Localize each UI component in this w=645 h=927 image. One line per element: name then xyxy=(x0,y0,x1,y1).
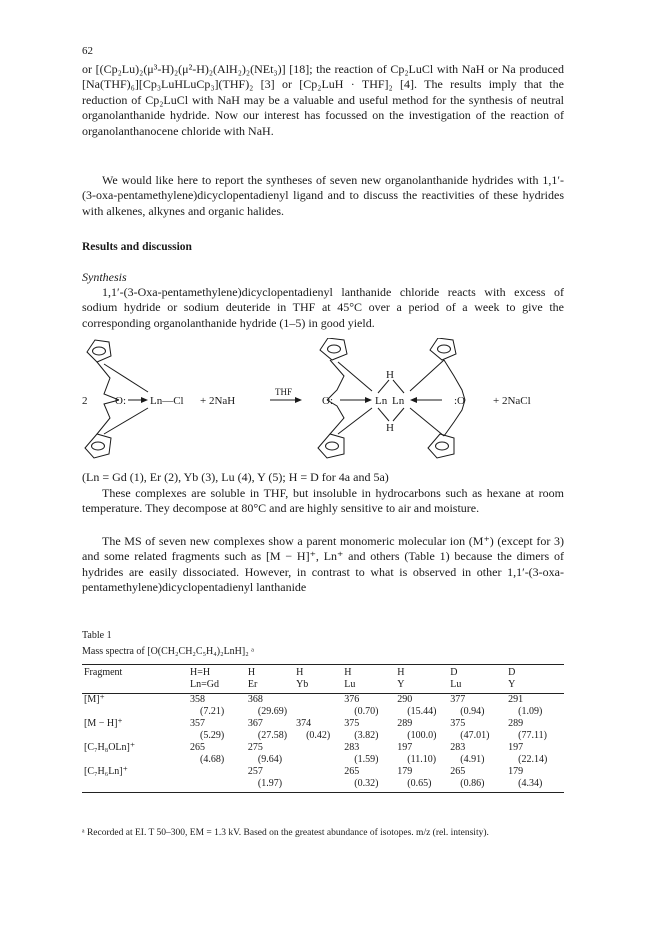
table-footnote: ᵃ Recorded at EI. T 50–300, EM = 1.3 kV. Based on the greatest abundance of isotopes. m/z (rel. intensity). xyxy=(82,828,489,838)
table-cell xyxy=(188,778,246,793)
table-cell: (4.34) xyxy=(506,778,564,793)
table-row xyxy=(82,742,564,754)
table-cell: 375 xyxy=(344,718,360,729)
table-row xyxy=(82,754,564,766)
lanthanide-a: Ln xyxy=(375,395,388,407)
lanthanide-b: Ln xyxy=(392,395,405,407)
fragment-cell xyxy=(82,730,188,742)
cyclopentadienyl-ring-icon xyxy=(430,338,456,360)
hydride-top: H xyxy=(386,369,394,381)
table-cell: 179 xyxy=(508,766,524,777)
fragment-cell: [M − H]⁺ xyxy=(84,718,123,729)
column-header: H xyxy=(246,665,294,680)
table-cell: 289 xyxy=(508,718,524,729)
table-cell: 375 xyxy=(450,718,466,729)
column-subheader xyxy=(82,679,188,694)
table-cell: (4.68) xyxy=(200,754,225,765)
table-cell: 377 xyxy=(450,694,466,705)
body-paragraph-4: These complexes are soluble in THF, but insoluble in hydrocarbons such as hexane at room temperature. They decompose at 80°C and are highly sensitive to air and moisture. xyxy=(82,486,564,516)
table-cell: (1.09) xyxy=(518,706,543,717)
hydride-bridge xyxy=(378,380,389,393)
body-paragraph-2: We would like here to report the syntheses of seven new organolanthanide hydrides with 1,1′-(3-oxa-pentamethylene)dicyclopentadienyl ligand and to discuss the reactivities of these hydrides with alkenes, alkynes and organic halides. xyxy=(82,173,564,218)
table-cell: (4.91) xyxy=(460,754,485,765)
cyclopentadienyl-ring-icon xyxy=(318,434,344,458)
table-cell: (0.86) xyxy=(448,778,506,793)
table-cell: (11.10) xyxy=(407,754,437,765)
table-cell: 265 xyxy=(450,766,466,777)
table-subheader-row xyxy=(82,679,564,694)
fragment-cell: [C₇H₈OLn]⁺ xyxy=(84,742,136,753)
table-cell xyxy=(188,766,246,778)
table-cell: (0.70) xyxy=(354,706,379,717)
table-cell: (0.32) xyxy=(342,778,395,793)
table-row xyxy=(82,766,564,778)
stoichiometric-coefficient: 2 xyxy=(82,395,88,407)
coordination-bond xyxy=(104,408,148,434)
table-cell: 257 xyxy=(247,766,263,777)
table-cell: 179 xyxy=(397,766,413,777)
table-row xyxy=(82,730,564,742)
oxygen-donor-right: :O xyxy=(454,395,465,407)
table-cell: 374 xyxy=(296,718,312,729)
column-subheader: Lu xyxy=(448,679,506,694)
lanthanide-chloride: Ln—Cl xyxy=(150,395,184,407)
table-cell: (0.94) xyxy=(460,706,485,717)
table-header-row xyxy=(82,665,564,680)
table-cell: 291 xyxy=(508,694,524,705)
reagent-sodium-hydride: + 2NaH xyxy=(200,395,236,407)
cyclopentadienyl-ring-icon xyxy=(320,338,347,360)
table-cell: 367 xyxy=(247,718,263,729)
table-cell: 197 xyxy=(397,742,413,753)
reaction-scheme xyxy=(82,338,564,463)
cyclopentadienyl-ring-icon xyxy=(85,434,111,458)
hydride-bridge xyxy=(378,408,389,421)
table-cell xyxy=(294,778,342,793)
table-cell: (100.0) xyxy=(407,730,437,741)
table-cell: (27.58) xyxy=(257,730,288,741)
table-cell: 265 xyxy=(190,742,206,753)
table-cell: 275 xyxy=(247,742,263,753)
subsection-heading: Synthesis xyxy=(82,270,127,284)
table-cell xyxy=(294,742,342,754)
table-cell: (5.29) xyxy=(200,730,225,741)
coordination-bond xyxy=(104,364,148,392)
cyclopentadienyl-ring-icon xyxy=(428,434,454,458)
solvent-label: THF xyxy=(275,387,293,397)
table-row xyxy=(82,718,564,730)
fragment-cell: [C₇H₆Ln]⁺ xyxy=(84,766,128,777)
table-cell: 265 xyxy=(344,766,360,777)
table-cell: 283 xyxy=(450,742,466,753)
column-subheader: Y xyxy=(395,679,448,694)
oxygen-donor-left: O: xyxy=(115,395,126,407)
section-heading: Results and discussion xyxy=(82,241,192,253)
column-header: D xyxy=(506,665,564,680)
column-header: D xyxy=(448,665,506,680)
table-cell xyxy=(294,754,342,766)
table-cell: (0.42) xyxy=(306,730,331,741)
body-paragraph-1: or [(Cp₂Lu)₂(μ³-H)₂(μ²-H)₂(AlH₂)₂(NEt₃)] [18]; the reaction of Cp₂LuCl with NaH or Na produced [Na(THF)₆][Cp₃LuHLuCp₃](THF)₂ [3] or [Cp₂LuH · THF]₂ [4]. The results imply that the reduction of Cp₂LuCl with NaH may be a valuable and useful method for the synthesis of neutral organolanthanide hydride. Now our interest has focussed on the investigation of the reaction of organolanthanocene chloride with NaH. xyxy=(82,62,564,138)
page-number: 62 xyxy=(82,45,93,57)
table-row xyxy=(82,778,564,793)
table-cell: 368 xyxy=(247,694,263,705)
column-subheader: Lu xyxy=(342,679,395,694)
fragment-cell xyxy=(82,754,188,766)
column-header: H xyxy=(395,665,448,680)
table-cell: (0.65) xyxy=(395,778,448,793)
fragment-cell xyxy=(82,778,188,793)
hydride-bridge xyxy=(393,408,404,421)
cyclopentadienyl-ring-icon xyxy=(87,340,111,362)
table-cell: 289 xyxy=(397,718,413,729)
table-cell: (22.14) xyxy=(518,754,548,765)
column-subheader: Er xyxy=(246,679,294,694)
table-label: Table 1 xyxy=(82,630,112,641)
table-cell: (7.21) xyxy=(200,706,225,717)
table-row xyxy=(82,694,564,707)
table-row xyxy=(82,706,564,718)
column-header: H xyxy=(294,665,342,680)
table-cell: (9.64) xyxy=(257,754,283,765)
table-caption: Mass spectra of [O(CH₂CH₂C₅H₄)₂LnH]₂ ᵃ xyxy=(82,646,254,657)
hydride-bridge xyxy=(393,380,404,393)
column-subheader: Ln=Gd xyxy=(188,679,246,694)
table-cell: 283 xyxy=(344,742,360,753)
column-subheader: Yb xyxy=(294,679,342,694)
table-cell: (47.01) xyxy=(460,730,490,741)
scheme-legend: (Ln = Gd (1), Er (2), Yb (3), Lu (4), Y (5); H = D for 4a and 5a) xyxy=(82,470,389,484)
column-subheader: Y xyxy=(506,679,564,694)
table-cell: (3.82) xyxy=(354,730,379,741)
table-cell xyxy=(294,706,342,718)
table-cell: 197 xyxy=(508,742,524,753)
table-cell: 357 xyxy=(190,718,206,729)
body-paragraph-3: 1,1′-(3-Oxa-pentamethylene)dicyclopentadienyl lanthanide chloride reacts with excess of sodium hydride or sodium deuteride in THF at 45°C over a period of a week to give the corresponding organolanthanide hydride (1–5) in good yield. xyxy=(82,285,564,330)
table-cell xyxy=(294,766,342,778)
table-cell: 290 xyxy=(397,694,413,705)
mass-spectra-table xyxy=(82,664,564,793)
table-cell: (1.97) xyxy=(246,778,294,793)
column-header: H=H xyxy=(188,665,246,680)
table-cell: 358 xyxy=(190,694,206,705)
byproduct-sodium-chloride: + 2NaCl xyxy=(493,395,531,407)
column-header: Fragment xyxy=(82,665,188,680)
body-paragraph-5: The MS of seven new complexes show a parent monomeric molecular ion (M⁺) (except for 3) and some related fragments such as [M − H]⁺, Ln⁺ and others (Table 1) because the dimers of hydrides are easily dissociated. However, in contrast to what is observed in other 1,1′-(3-oxa-pentamethylene)dicyclopentadienyl lanthanide xyxy=(82,534,564,595)
table-cell: (29.69) xyxy=(257,706,288,717)
hydride-bottom: H xyxy=(386,422,394,434)
table-cell: 376 xyxy=(344,694,360,705)
fragment-cell: [M]⁺ xyxy=(84,694,105,705)
fragment-cell xyxy=(82,706,188,718)
table-cell xyxy=(294,694,342,707)
table-cell: (1.59) xyxy=(354,754,379,765)
table-cell: (15.44) xyxy=(407,706,437,717)
oxygen-donor-middle: O: xyxy=(322,395,333,407)
column-header: H xyxy=(342,665,395,680)
table-cell: (77.11) xyxy=(518,730,547,741)
